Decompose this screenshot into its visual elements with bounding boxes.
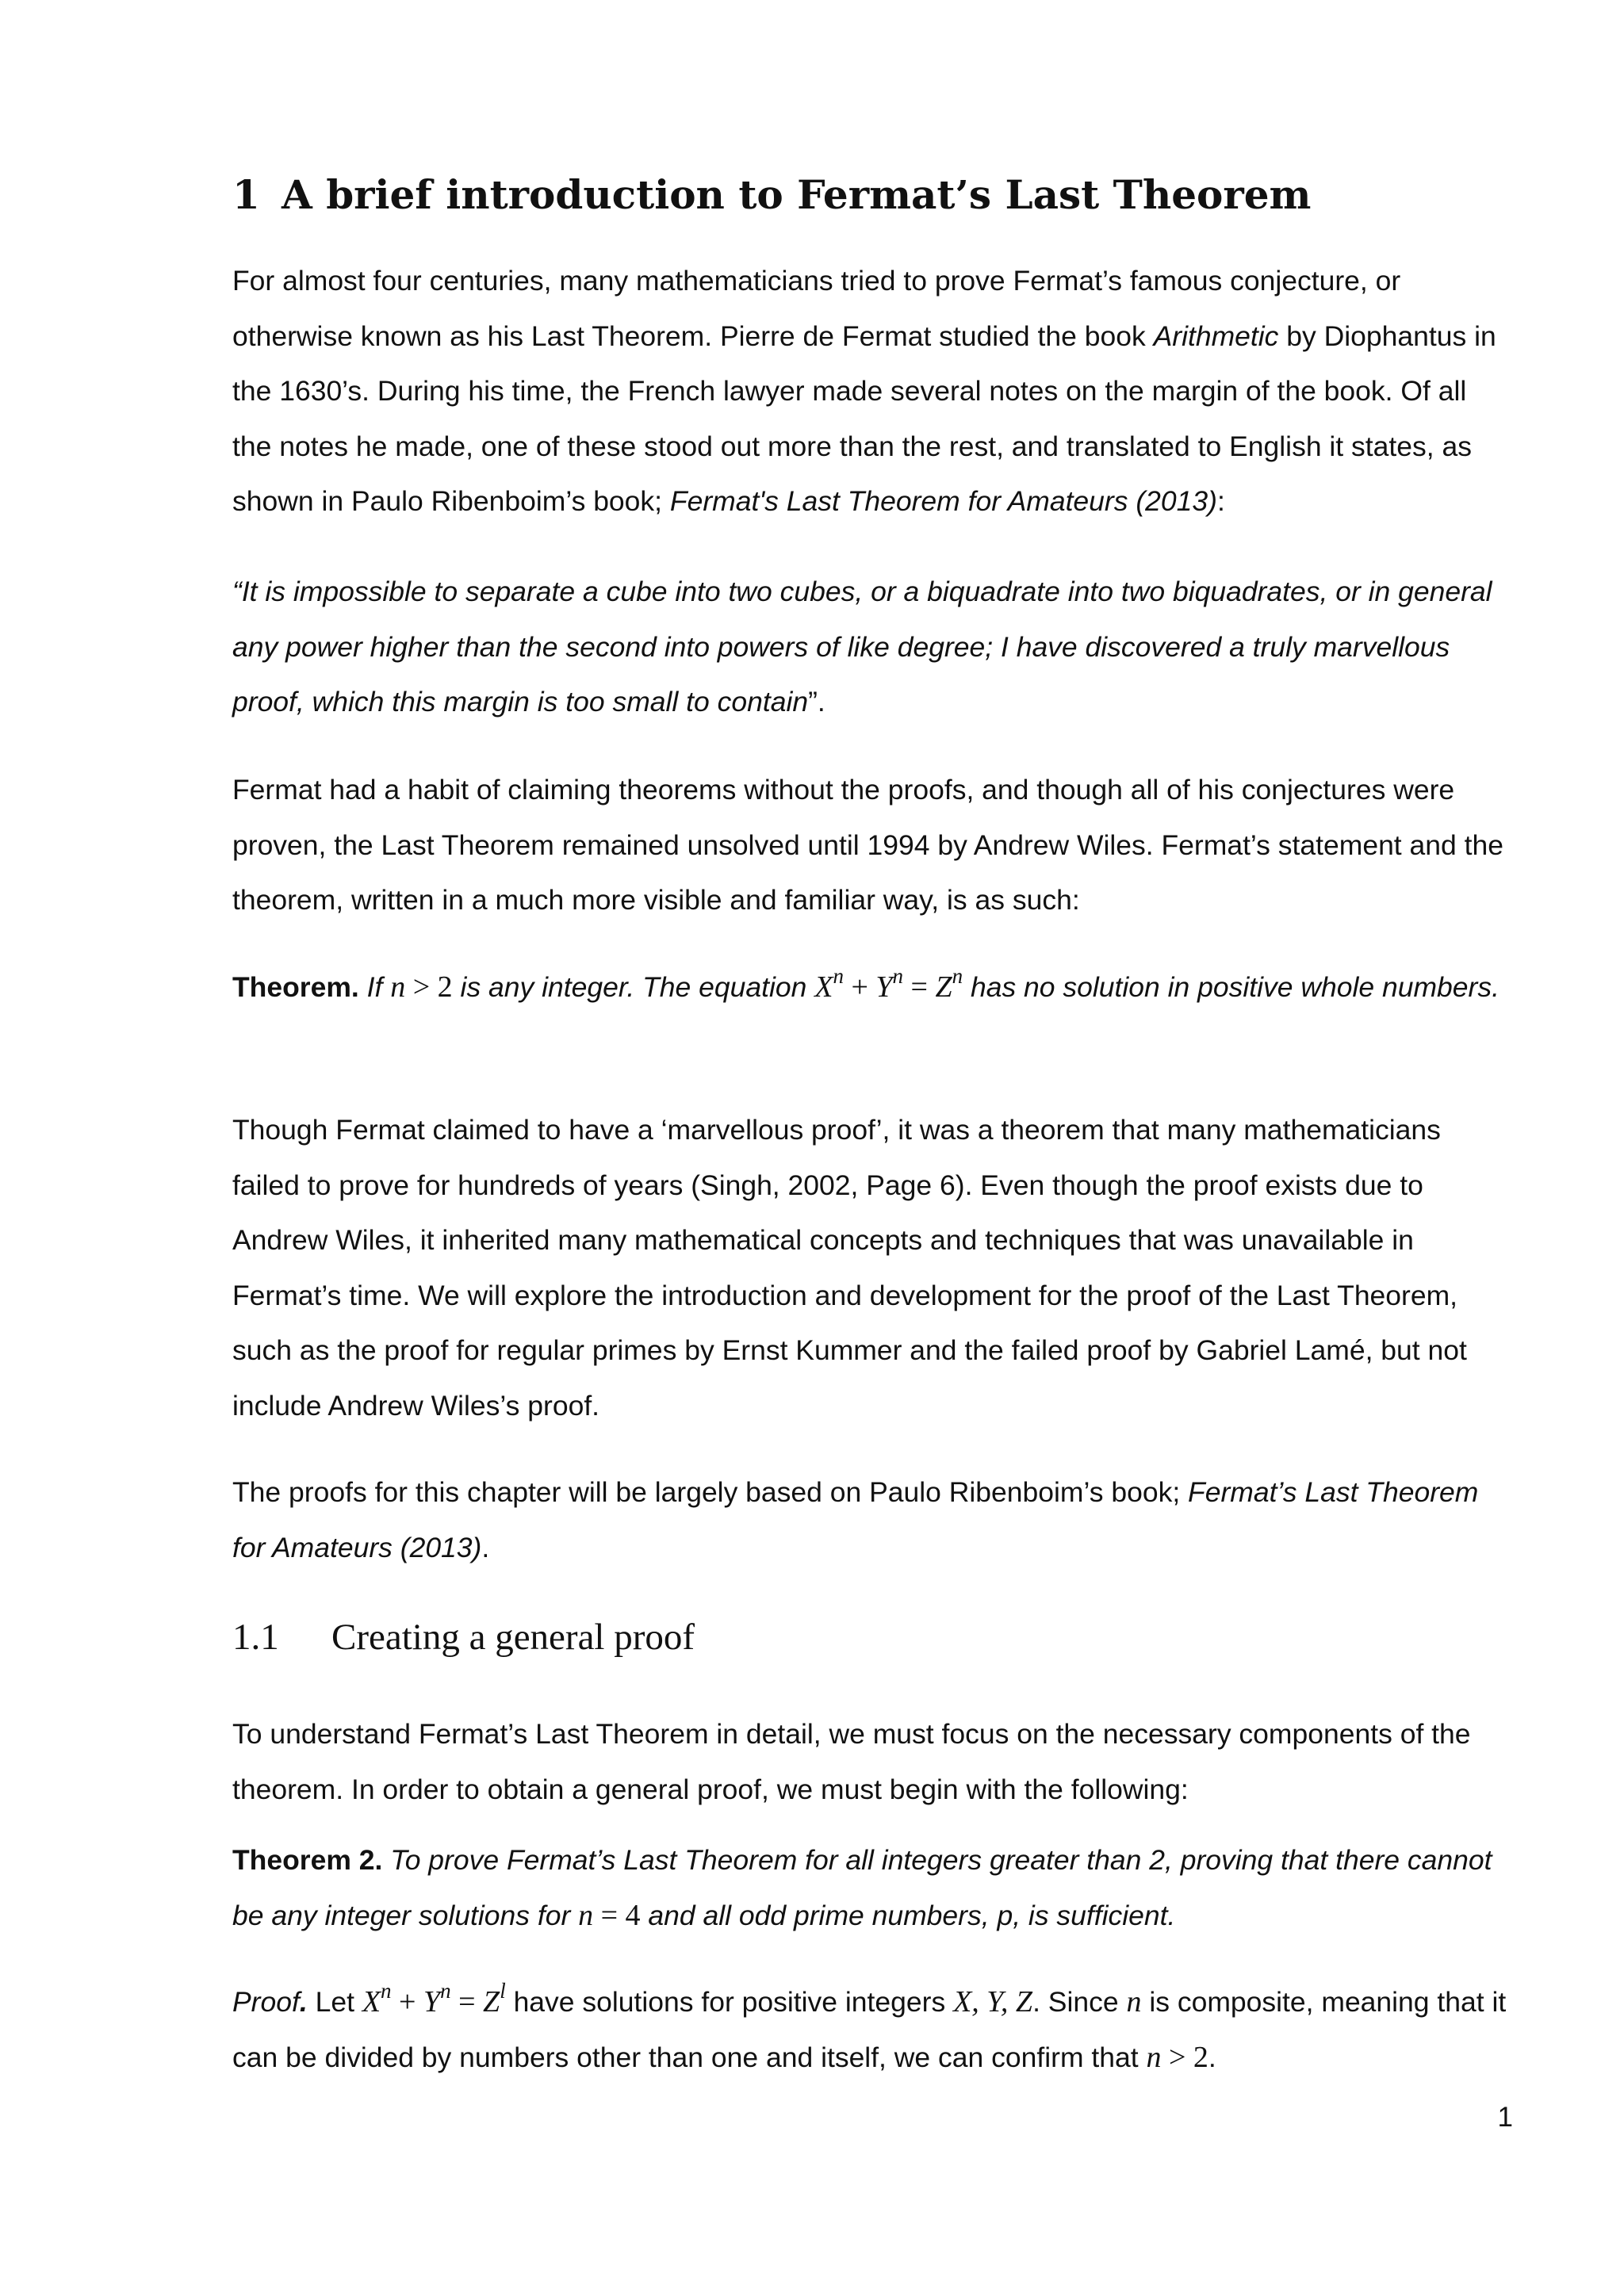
math-XYZ: X, Y, Z — [953, 1985, 1033, 2019]
math-equals-four: = 4 — [593, 1898, 641, 1932]
math-X: X — [814, 970, 833, 1004]
history-text: Fermat had a habit of claiming theorems without the proofs, and though all of his conjectures were proven, the Last Theorem remained unsolved until 1994 by Andrew Wiles. Fermat’s statement and the theorem, written in a much more visible and familiar way, is as such: — [232, 774, 1503, 916]
general-proof-paragraph — [232, 1707, 1511, 1817]
book-title: Arithmetic — [1153, 320, 1279, 352]
theorem-2-text: To prove Fermat’s Last Theorem for all integers greater than 2, proving that there cannot be any integer solutions for — [232, 1844, 1492, 1931]
intro-text: For almost four centuries, many mathematicians tried to prove Fermat’s famous conjecture, or otherwise known as his Last Theorem. Pierre de Fermat studied the book — [232, 265, 1401, 352]
math-exponent: n — [381, 1979, 392, 2003]
math-exponent: n — [892, 964, 904, 989]
math-exponent: n — [833, 964, 844, 989]
math-Y: Y — [423, 1985, 441, 2019]
proof-label: Proof — [232, 1986, 300, 2018]
intro-paragraph — [232, 254, 1511, 530]
section-heading — [232, 1609, 695, 1665]
theorem-2-text: and all odd prime numbers, p, is sufficient. — [640, 1899, 1176, 1931]
quote-end: ”. — [808, 686, 825, 718]
proof-text: Let — [307, 1986, 362, 2018]
book-citation: Fermat's Last Theorem for Amateurs (2013) — [669, 485, 1217, 517]
proof-text: . Since — [1032, 1986, 1127, 2018]
proof-label-dot: . — [299, 1986, 308, 2018]
theorem-label: Theorem. — [232, 971, 359, 1003]
intro-text-continued: by Diophantus in the 1630’s. During his time, the French lawyer made several notes on the margin of the book. Of all the notes he made, one of these stood out more than the rest, and translated to English it states, as shown in Paulo Ribenboim’s book; — [232, 320, 1496, 517]
proof-text: is composite, meaning that it can be divided by numbers other than one and itself, we can confirm that — [232, 1986, 1507, 2073]
math-exponent: n — [952, 964, 963, 989]
proof-end: . — [1208, 2041, 1216, 2073]
history-paragraph — [232, 763, 1511, 928]
theorem-text: is any integer. The equation — [452, 971, 815, 1003]
math-exponent-l: l — [500, 1979, 506, 2003]
sources-text: The proofs for this chapter will be largely based on Paulo Ribenboim’s book; — [232, 1476, 1189, 1508]
general-proof-text: To understand Fermat’s Last Theorem in detail, we must focus on the necessary components of the theorem. In order to obtain a general proof, we must begin with the following: — [232, 1718, 1471, 1805]
proof-history-text: Though Fermat claimed to have a ‘marvellous proof’, it was a theorem that many mathematicians failed to prove for hundreds of years (Singh, 2002, Page 6). Even though the proof exists due to Andrew Wiles, it inherited many mathematical concepts and techniques that was unavailable in Fermat’s time. We will explore the introduction and development for the proof of the Last Theorem, such as the proof for regular primes by Ernst Kummer and the failed proof by Gabriel Lamé, but not include Andrew Wiles’s proof. — [232, 1114, 1467, 1422]
math-n: n — [390, 970, 406, 1004]
math-n: n — [1126, 1985, 1142, 2019]
quote-text: “It is impossible to separate a cube into two cubes, or a biquadrate into two biquadrates, or in general any power higher than the second into powers of like degree; I have discovered a truly marvellous proof, which this margin is too small to contain — [232, 576, 1492, 718]
math-Z: Z — [935, 970, 952, 1004]
math-X: X — [362, 1985, 381, 2019]
theorem-2-statement — [232, 1833, 1511, 1943]
sources-citation: Fermat’s Last Theorem for Amateurs (2013) — [232, 1476, 1479, 1563]
chapter-title: A brief introduction to Fermat’s Last Theorem — [282, 171, 1312, 218]
math-equals: = — [903, 970, 936, 1004]
math-Y: Y — [875, 970, 893, 1004]
math-gt-two: > 2 — [1161, 2040, 1208, 2074]
sources-paragraph — [232, 1465, 1511, 1575]
intro-end: : — [1216, 485, 1225, 517]
math-n: n — [578, 1898, 594, 1932]
theorem-statement — [232, 960, 1511, 1016]
math-equals: = — [450, 1985, 484, 2019]
page-number: 1 — [1497, 2102, 1513, 2133]
math-plus: + — [391, 1985, 423, 2019]
math-gt-two: > 2 — [405, 970, 453, 1004]
theorem-text: has no solution in positive whole numbers. — [963, 971, 1500, 1003]
fermat-quote — [232, 564, 1511, 730]
theorem-2-label: Theorem 2. — [232, 1844, 383, 1876]
section-number: 1.1 — [232, 1617, 279, 1658]
proof-paragraph — [232, 1975, 1511, 2085]
section-title: Creating a general proof — [331, 1617, 695, 1658]
chapter-number: 1 — [232, 171, 260, 218]
theorem-text: If — [358, 971, 391, 1003]
math-n: n — [1146, 2040, 1162, 2074]
math-Z: Z — [483, 1985, 500, 2019]
math-exponent: n — [440, 1979, 451, 2003]
sources-end: . — [481, 1531, 490, 1563]
chapter-heading — [232, 162, 1311, 228]
math-plus: + — [843, 970, 876, 1004]
proof-text: have solutions for positive integers — [505, 1986, 954, 2018]
proof-history-paragraph — [232, 1103, 1511, 1433]
